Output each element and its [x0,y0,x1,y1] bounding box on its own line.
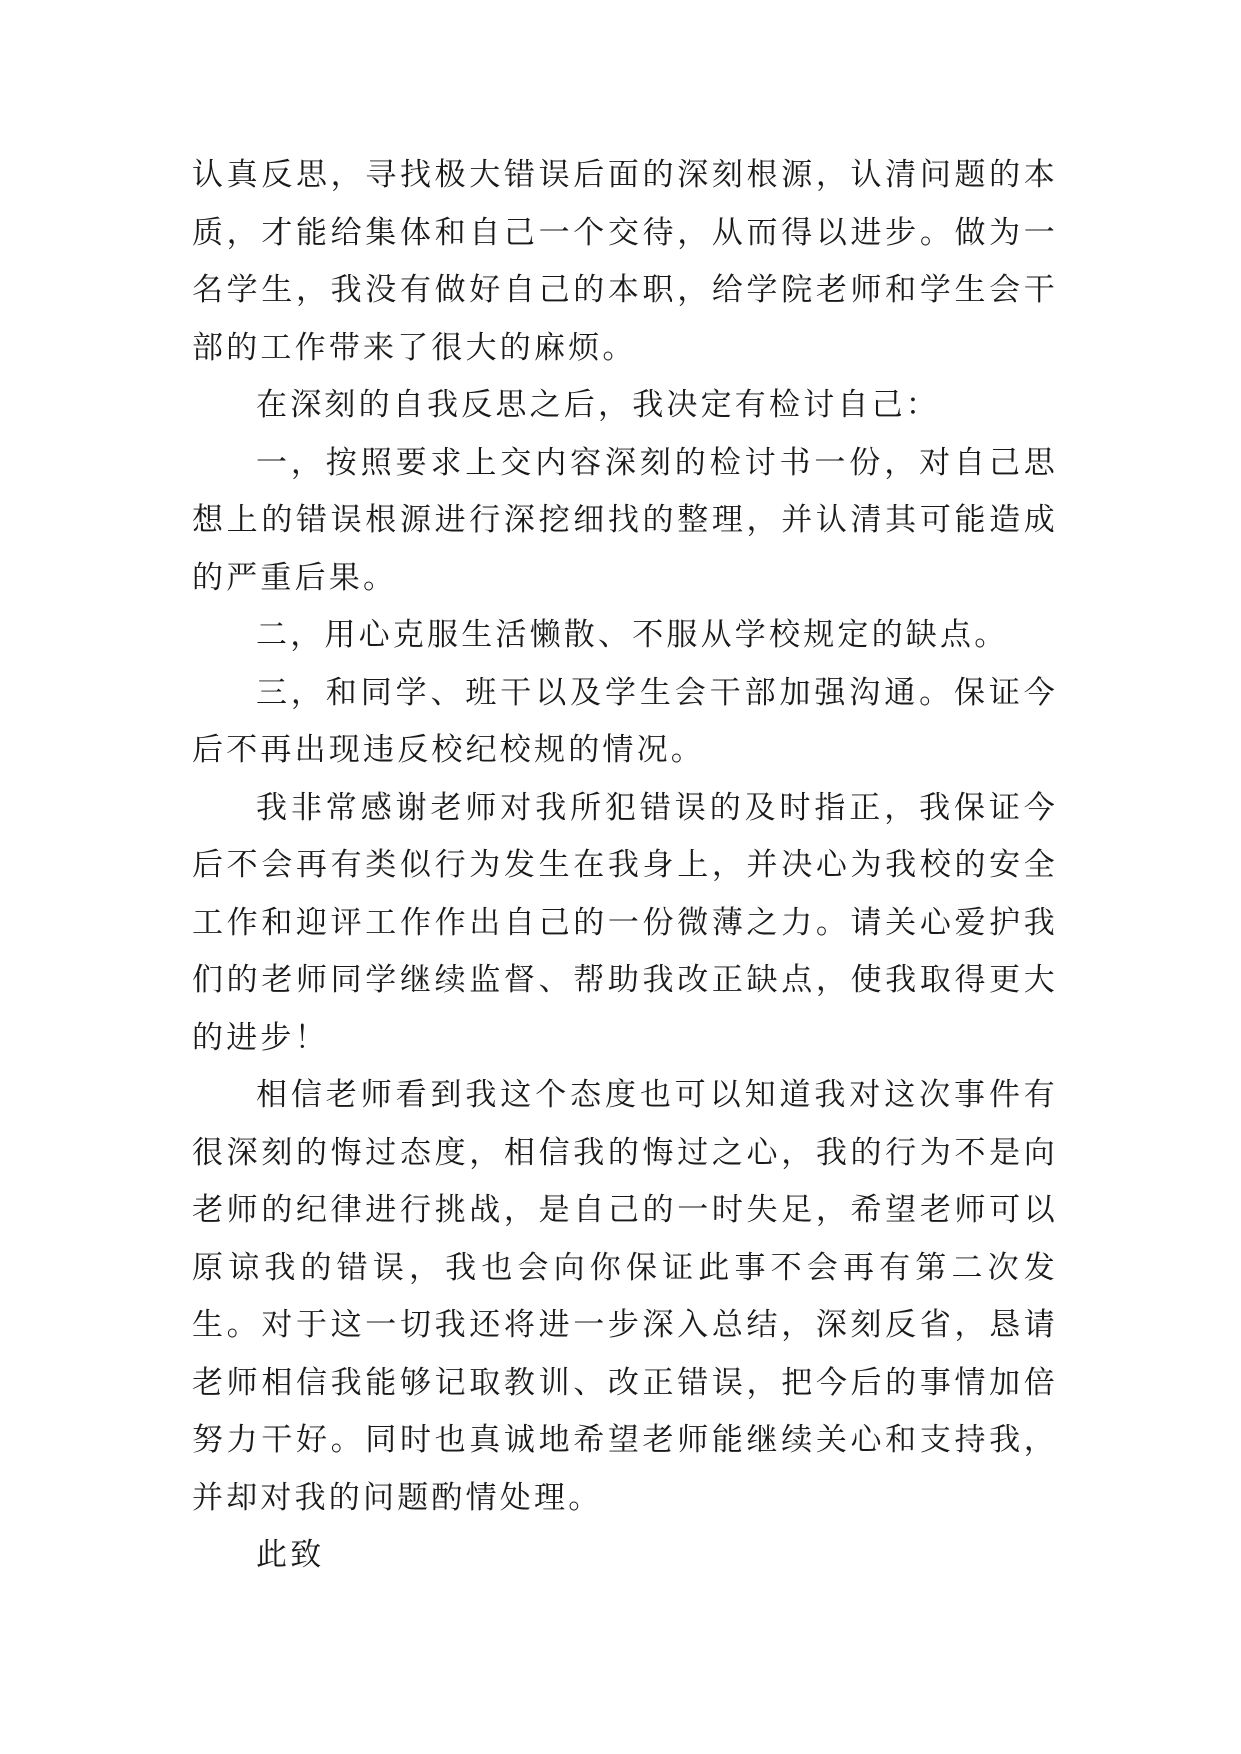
closing-salutation: 此致 [256,1537,325,1573]
paragraph-item-two: 二，用心克服生活懒散、不服从学校规定的缺点。 [256,617,1009,653]
paragraph-self-reflection: 在深刻的自我反思之后，我决定有检讨自己： [256,387,940,423]
document-body [192,147,1058,1585]
paragraph-item-three: 三，和同学、班干以及学生会干部加强沟通。保证今后不再出现违反校纪校规的情况。 [192,674,1058,768]
paragraph-repentance: 相信老师看到我这个态度也可以知道我对这次事件有很深刻的悔过态度，相信我的悔过之心，我的行为不是向老师的纪律进行挑战，是自己的一时失足，希望老师可以原谅我的错误，我也会向你保证此事不会再有第二次发生。对于这一切我还将进一步深入总结，深刻反省，恳请老师相信我能够记取教训、改正错误，把今后的事情加倍努力干好。同时也真诚地希望老师能继续关心和支持我，并却对我的问题酌情处理。 [192,1077,1058,1516]
paragraph-continuation: 认真反思，寻找极大错误后面的深刻根源，认清问题的本质，才能给集体和自己一个交待，从而得以进步。做为一名学生，我没有做好自己的本职，给学院老师和学生会干部的工作带来了很大的麻烦。 [192,157,1058,366]
paragraph-item-one: 一，按照要求上交内容深刻的检讨书一份，对自己思想上的错误根源进行深挖细找的整理，并认清其可能造成的严重后果。 [192,444,1058,596]
paragraph-thanks: 我非常感谢老师对我所犯错误的及时指正，我保证今后不会再有类似行为发生在我身上，并决心为我校的安全工作和迎评工作作出自己的一份微薄之力。请关心爱护我们的老师同学继续监督、帮助我改正缺点，使我取得更大的进步！ [192,789,1058,1056]
